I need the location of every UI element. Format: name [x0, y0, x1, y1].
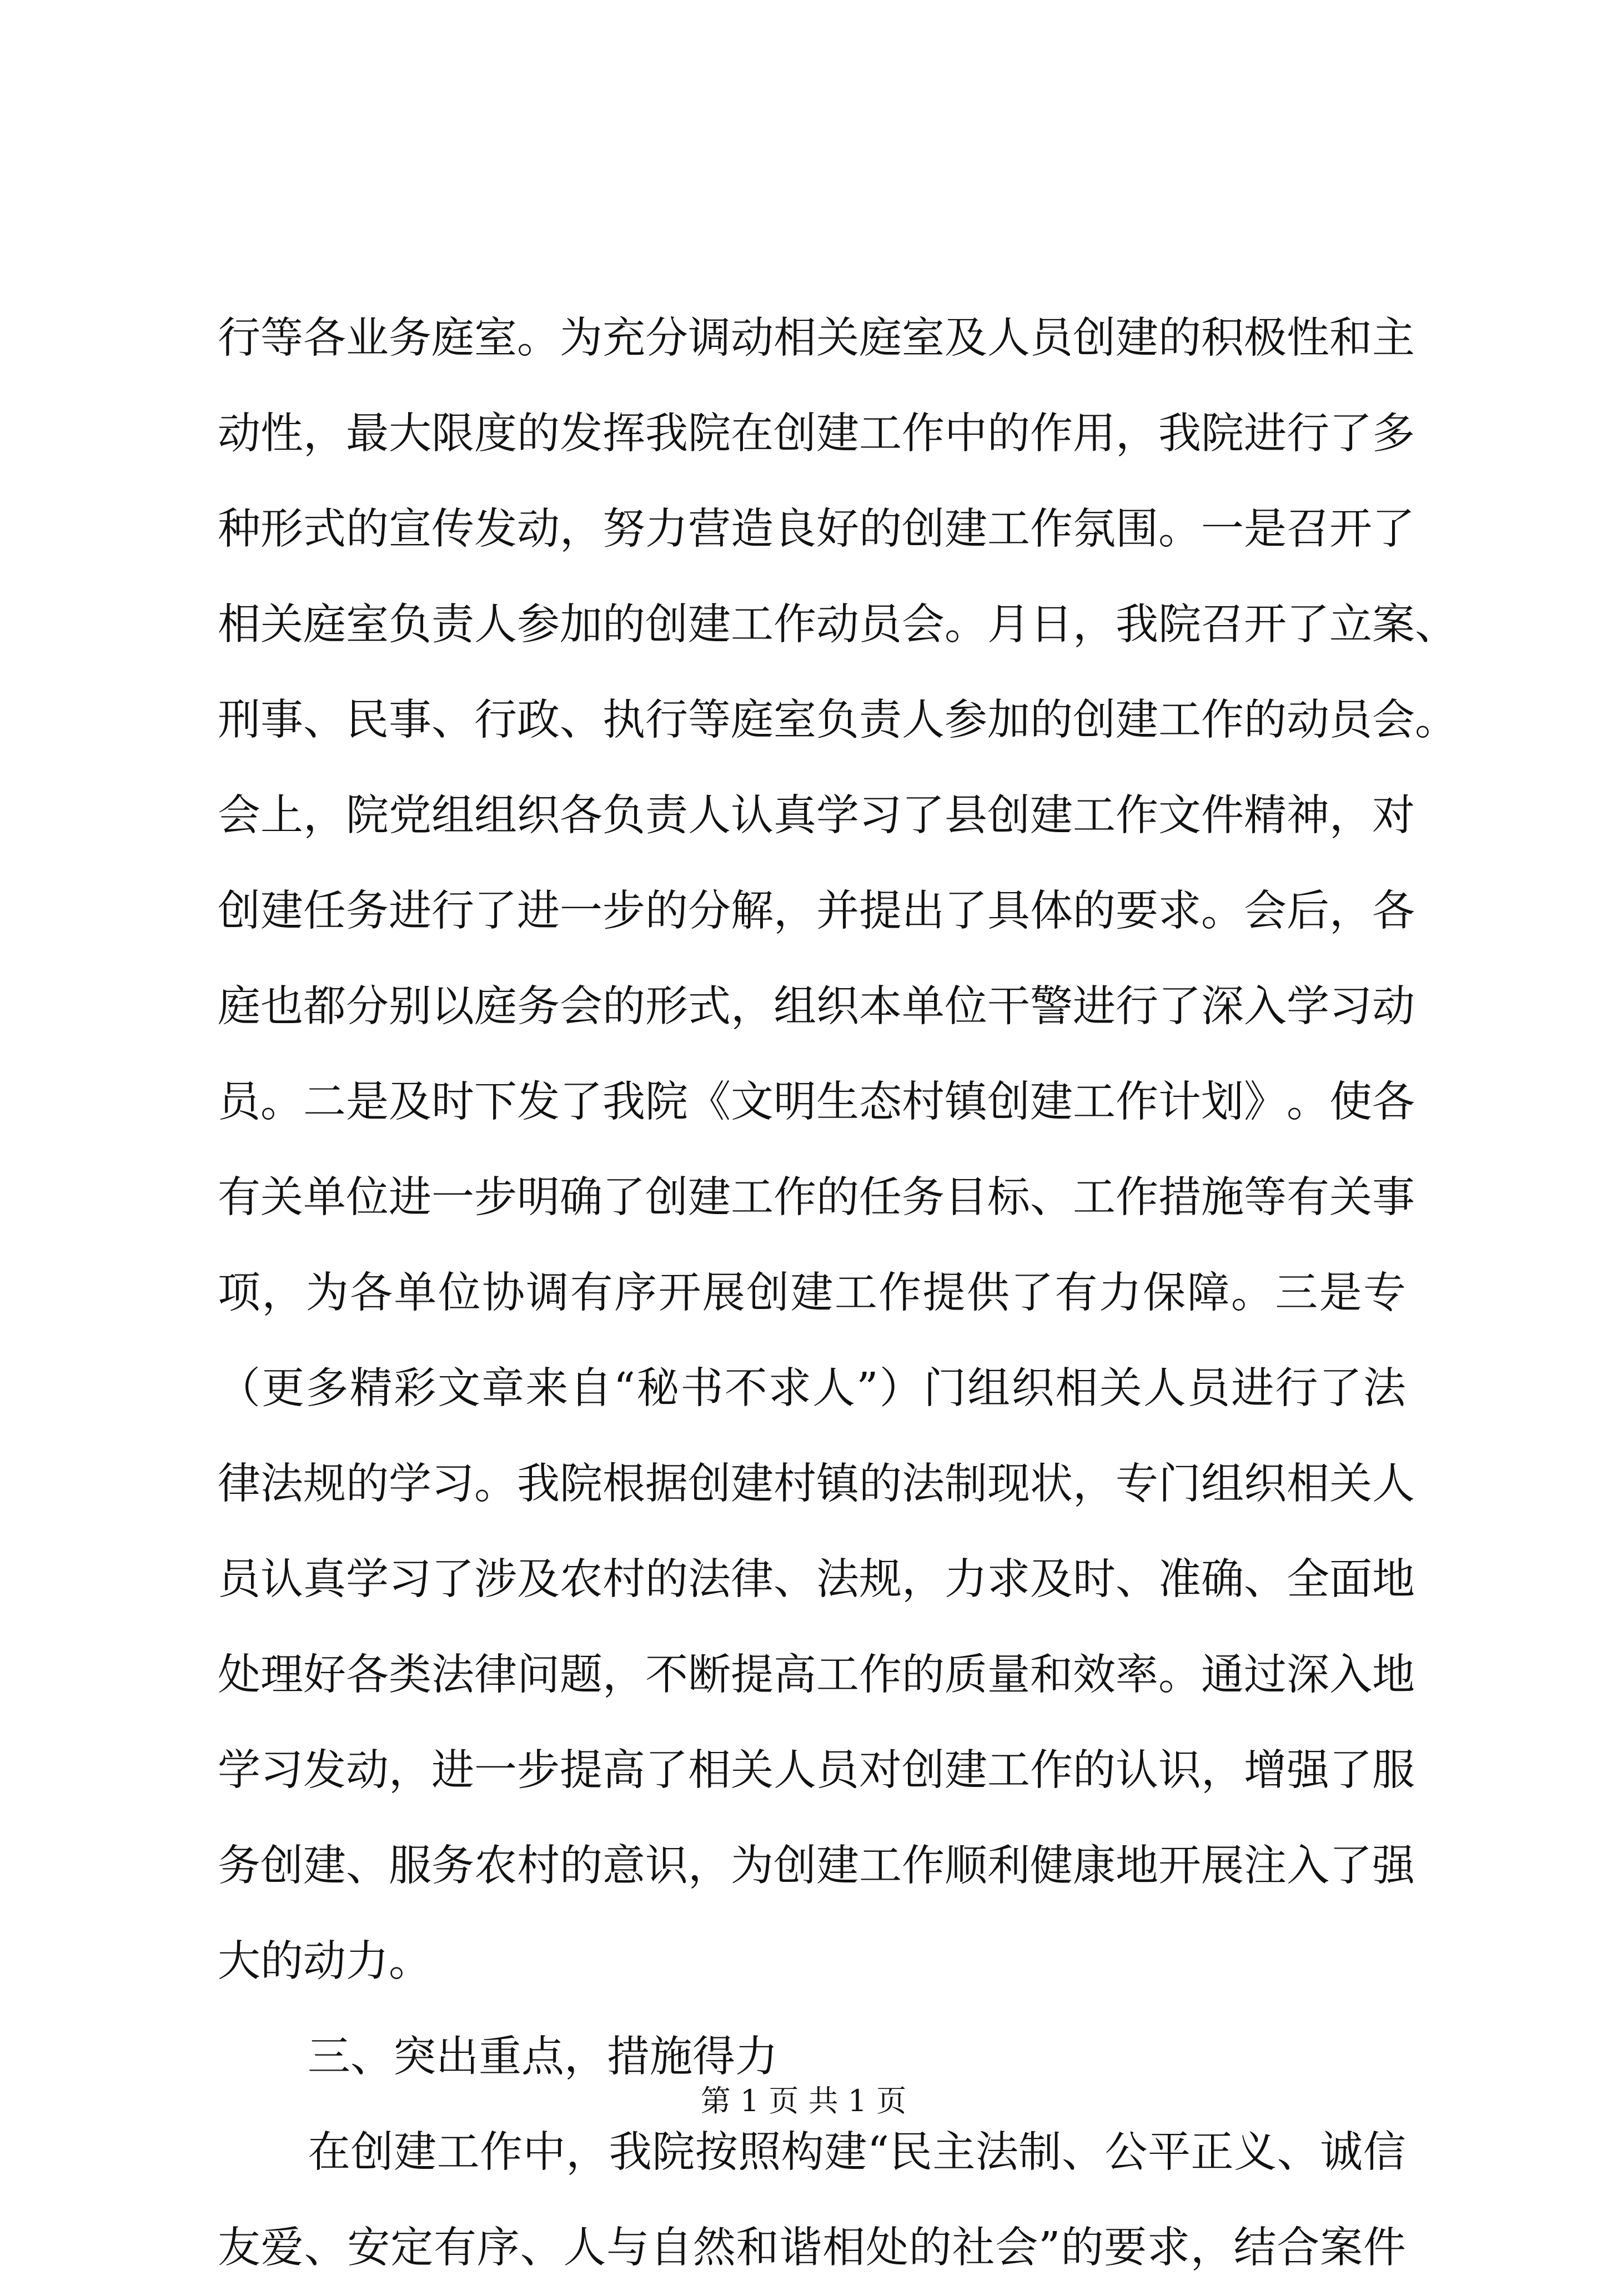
text-line: 种 形 式 的 宣 传 发 动 ， 努 力 营 造 良 好 的 创 建 工 作 氛 围 。 一 是 召 开 了: [218, 505, 1415, 554]
text-line: 在 创 建 工 作 中 ， 我 院 按 照 构 建 “ 民 主 法 制 、 公 平 正 义 、 诚 信: [308, 2128, 1406, 2177]
text-line: 大 的 动 力 。: [218, 1937, 431, 1986]
text-line: 相 关 庭 室 负 责 人 参 加 的 创 建 工 作 动 员 会 。 月 日 ， 我 院 召 开 了 立 案 、: [218, 600, 1458, 649]
text-line: 行 等 各 业 务 庭 室 。 为 充 分 调 动 相 关 庭 室 及 人 员 创 建 的 积 极 性 和 主: [218, 314, 1415, 363]
text-line: 学 习 发 动 ， 进 一 步 提 高 了 相 关 人 员 对 创 建 工 作 的 认 识 ， 增 强 了 服: [218, 1746, 1415, 1795]
text-line: （ 更 多 精 彩 文 章 来 自 “ 秘 书 不 求 人 ” ） 门 组 织 相 关 人 员 进 行 了 法: [218, 1364, 1406, 1413]
text-line: 动 性 ， 最 大 限 度 的 发 挥 我 院 在 创 建 工 作 中 的 作 用 ， 我 院 进 行 了 多: [218, 409, 1415, 459]
text-line: 律 法 规 的 学 习 。 我 院 根 据 创 建 村 镇 的 法 制 现 状 ， 专 门 组 织 相 关 人: [218, 1459, 1415, 1509]
page-footer: 第 1 页 共 1 页: [700, 2083, 907, 2118]
document-body: [218, 291, 1458, 2296]
text-line: 会 上 ， 院 党 组 组 织 各 负 责 人 认 真 学 习 了 县 创 建 工 作 文 件 精 神 ， 对: [218, 791, 1415, 840]
text-line: 员 。 二 是 及 时 下 发 了 我 院 《 文 明 生 态 村 镇 创 建 工 作 计 划 》 。 使 各: [218, 1077, 1415, 1127]
text-line: 友 爱 、 安 定 有 序 、 人 与 自 然 和 谐 相 处 的 社 会 ” 的 要 求 ， 结 合 案 件: [218, 2223, 1406, 2273]
text-line: 创 建 任 务 进 行 了 进 一 步 的 分 解 ， 并 提 出 了 具 体 的 要 求 。 会 后 ， 各: [218, 887, 1415, 936]
text-line: 处 理 好 各 类 法 律 问 题 ， 不 断 提 高 工 作 的 质 量 和 效 率 。 通 过 深 入 地: [218, 1650, 1415, 1700]
text-line: 庭 也 都 分 别 以 庭 务 会 的 形 式 ， 组 织 本 单 位 干 警 进 行 了 深 入 学 习 动: [218, 982, 1415, 1031]
text-line: 项 ， 为 各 单 位 协 调 有 序 开 展 创 建 工 作 提 供 了 有 力 保 障 。 三 是 专: [218, 1268, 1406, 1318]
section-heading: 三 、 突 出 重 点 ， 措 施 得 力: [308, 2032, 778, 2082]
text-line: 刑 事 、 民 事 、 行 政 、 执 行 等 庭 室 负 责 人 参 加 的 创 建 工 作 的 动 员 会 。: [218, 696, 1458, 745]
text-line: 有 关 单 位 进 一 步 明 确 了 创 建 工 作 的 任 务 目 标 、 工 作 措 施 等 有 关 事: [218, 1173, 1415, 1222]
text-line: 务 创 建 、 服 务 农 村 的 意 识 ， 为 创 建 工 作 顺 利 健 康 地 开 展 注 入 了 强: [218, 1841, 1415, 1891]
text-line: 员 认 真 学 习 了 涉 及 农 村 的 法 律 、 法 规 ， 力 求 及 时 、 准 确 、 全 面 地: [218, 1555, 1415, 1604]
